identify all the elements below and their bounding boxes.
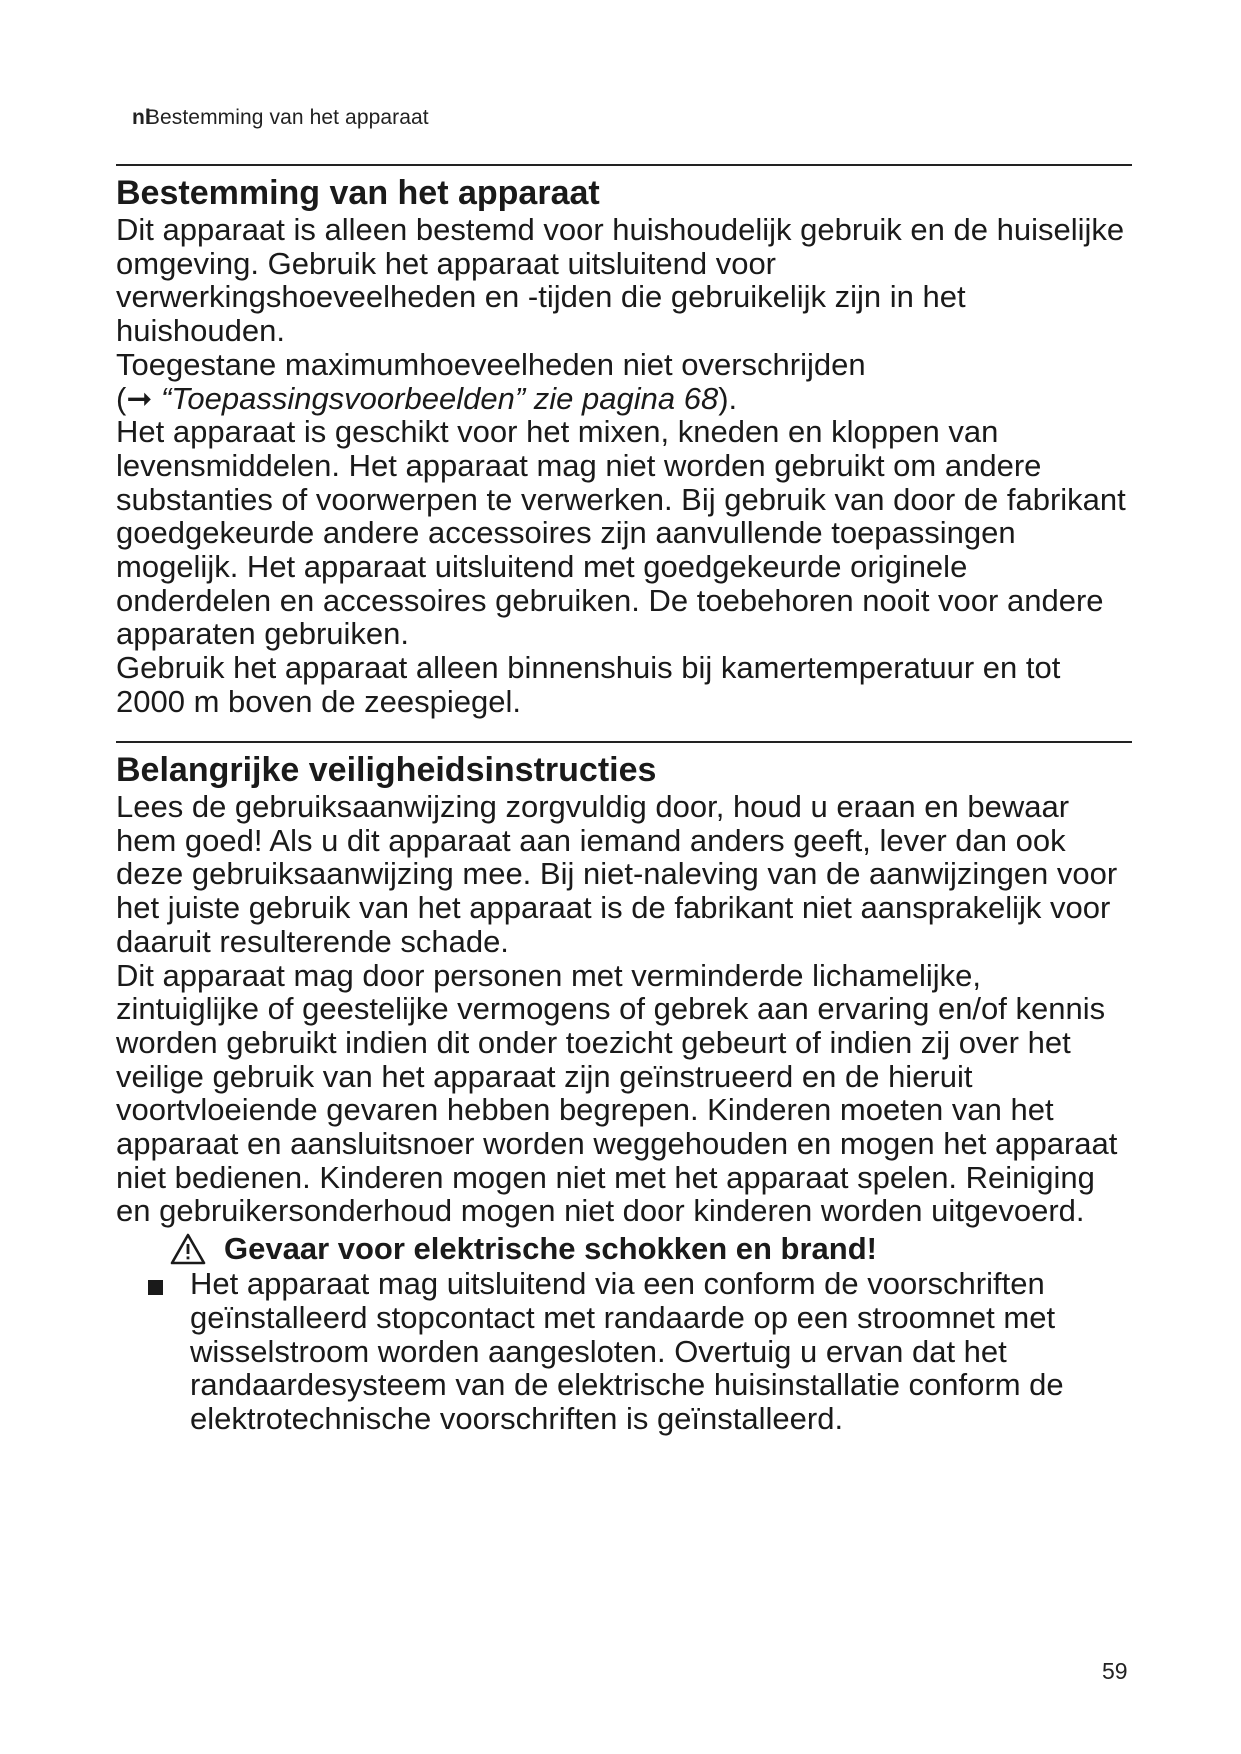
language-code: nl bbox=[132, 106, 151, 129]
running-header bbox=[132, 106, 429, 130]
ref-close: ). bbox=[718, 380, 738, 416]
paragraph: Dit apparaat is alleen bestemd voor huishoudelijk gebruik en de huiselijke omgeving. Gebruik het apparaat uitsluitend voor verwerkingshoeveelheden en -tijden die gebruikelijk zijn in het huishouden. bbox=[116, 212, 1125, 349]
paragraph: Het apparaat is geschikt voor het mixen, kneden en kloppen van levensmiddelen. Het apparaat mag niet worden gebruikt om andere substanties of voorwerpen te verwerken. Bij gebruik van door de fabrikant goedgekeurde andere accessoires zijn aanvullende toepassingen mogelijk. Het apparaat uitsluitend met goedgekeurde originele onderdelen en accessoires gebruiken. De toebehoren nooit voor andere apparaten gebruiken. bbox=[116, 414, 1126, 652]
section-title: Belangrijke veiligheidsinstructies bbox=[116, 751, 657, 789]
section-safety-instructions bbox=[116, 741, 1132, 1436]
bullet-square-icon bbox=[148, 1280, 163, 1295]
paragraph-text: Toegestane maximumhoeveelheden niet overschrijden bbox=[116, 346, 866, 382]
list-item bbox=[116, 1267, 1127, 1436]
arrow-right-icon: ➞ bbox=[126, 380, 153, 416]
section-intended-use bbox=[116, 164, 1132, 719]
paragraph: Lees de gebruiksaanwijzing zorgvuldig door, houd u eraan en bewaar hem goed! Als u dit apparaat aan iemand anders geeft, lever dan ook deze gebruiksaanwijzing mee. Bij niet-naleving van de aanwijzingen voor het juiste gebruik van het apparaat is de fabrikant niet aansprakelijk voor daaruit resulterende schade. bbox=[116, 789, 1118, 959]
list-item-text: Het apparaat mag uitsluitend via een conform de voorschriften geïnstalleerd stopcontact met randaarde op een stroomnet met wisselstroom worden aangesloten. Overtuig u ervan dat het randaardesysteem van de elektrische huisinstallatie conform de elektrotechnische voorschriften is geïnstalleerd. bbox=[190, 1266, 1064, 1436]
page-reference-link[interactable]: “Toepassingsvoorbeelden” zie pagina 68 bbox=[160, 380, 719, 416]
running-title: Bestemming van het apparaat bbox=[145, 106, 429, 129]
paragraph: Dit apparaat mag door personen met verminderde lichamelijke, zintuiglijke of geestelijke vermogens of gebrek aan ervaring en/of kennis worden gebruikt indien dit onder toezicht gebeurt of indien zij over het veilige gebruik van het apparaat zijn geïnstrueerd en de hieruit voortvloeiende gevaren hebben begrepen. Kinderen moeten van het apparaat en aansluitsnoer worden weggehouden en mogen het apparaat niet bedienen. Kinderen mogen niet met het apparaat spelen. Reiniging en gebruikersonderhoud mogen niet door kinderen worden uitgevoerd. bbox=[116, 957, 1118, 1229]
paragraph: Gebruik het apparaat alleen binnenshuis bij kamertemperatuur en tot 2000 m boven de zeespiegel. bbox=[116, 650, 1061, 719]
warning-heading bbox=[170, 1230, 1132, 1267]
warning-title: Gevaar voor elektrische schokken en brand! bbox=[224, 1231, 877, 1267]
paragraph-with-reference bbox=[116, 348, 1126, 415]
ref-open: ( bbox=[116, 380, 127, 416]
page-number: 59 bbox=[1102, 1658, 1128, 1684]
section-title: Bestemming van het apparaat bbox=[116, 174, 600, 212]
warning-triangle-icon bbox=[170, 1233, 206, 1265]
